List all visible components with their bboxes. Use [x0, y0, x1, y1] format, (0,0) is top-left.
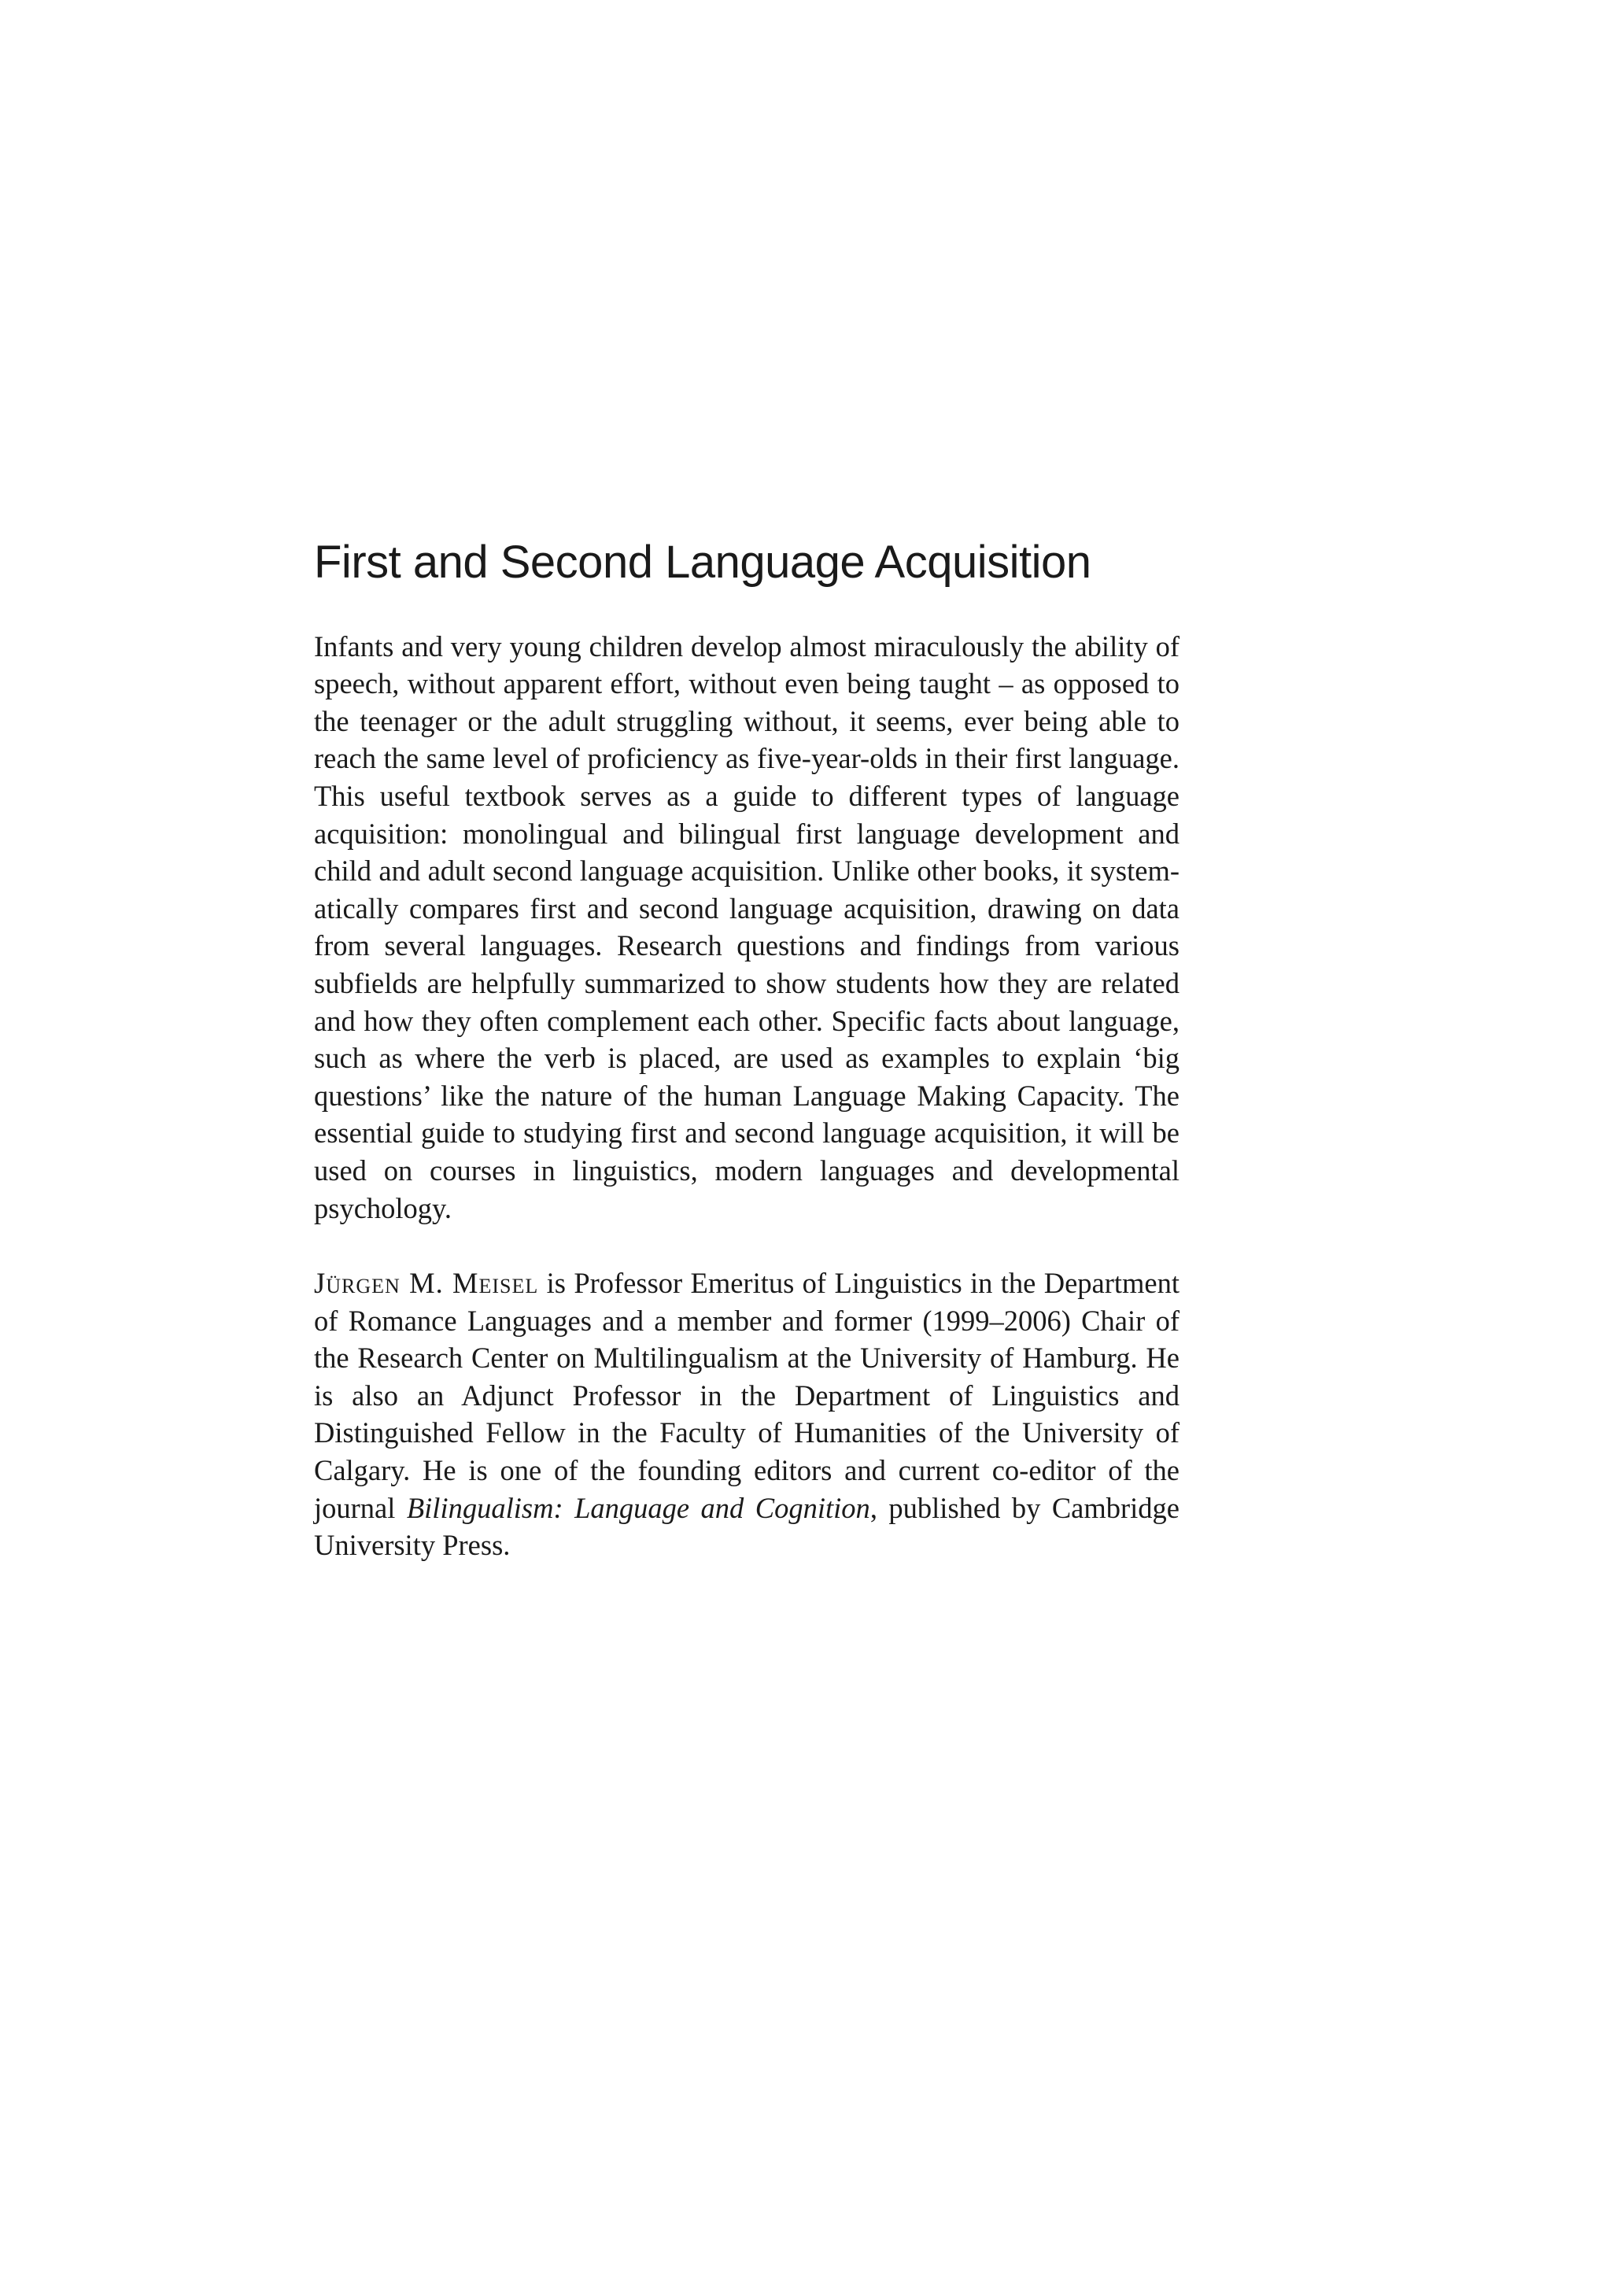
- book-title: First and Second Language Acquisition: [314, 537, 1091, 588]
- author-bio: [314, 1264, 1180, 1564]
- journal-title: Bilingualism: Language and Cognition: [406, 1491, 870, 1524]
- book-description: Infants and very young children develop almost miraculously the ability of speech, without apparent effort, without even being taught – as opposed to the teenager or the adult struggling without, it seems, ever being able to reach the same level of proficiency as five-year-olds in their first language. This useful textbook serves as a guide to different types of language acquisition: monolingual and bilingual first language development and child and adult second language acquisition. Unlike other books, it systematically compares first and second language acquisition, drawing on data from several languages. Research questions and findings from various subfields are helpfully summarized to show students how they are related and how they often complement each other. Specific facts about language, such as where the verb is placed, are used as examples to explain ‘big questions’ like the nature of the human Language Making Capacity. The essential guide to studying first and second language acquisition, it will be used on courses in linguistics, modern languages and developmental psychology.: [314, 629, 1180, 1224]
- author-bio-text-end: , published by Cambridge University Press.: [314, 1491, 1180, 1562]
- author-bio-text: is Professor Emeritus of Linguistics in the Department of Romance Languages and a member and former (1999–2006) Chair of the Research Center on Multilingualism at the University of Hamburg. He is also an Adjunct Professor in the Department of Linguistics and Distinguished Fellow in the Faculty of Humanities of the University of Calgary. He is one of the founding editors and current co-editor of the journal: [314, 1267, 1180, 1524]
- author-name: Jürgen M. Meisel: [314, 1267, 539, 1300]
- page-content: [314, 535, 1180, 1564]
